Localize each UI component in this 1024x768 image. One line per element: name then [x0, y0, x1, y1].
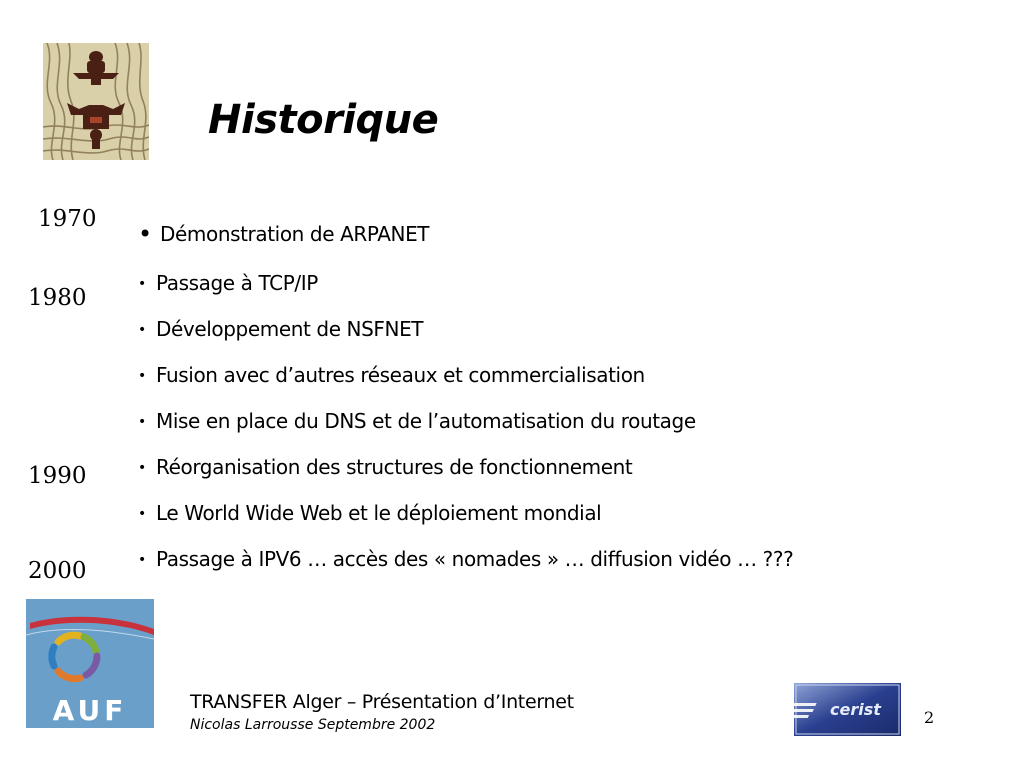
footer-subtitle: Nicolas Larrousse Septembre 2002 [190, 717, 436, 733]
bullet-item [138, 270, 318, 297]
bullet-dot: • [138, 276, 146, 292]
bullet-text: Démonstration de ARPANET [160, 222, 430, 246]
auf-logo-text: AUF [52, 694, 128, 727]
year-label-1980: 1980 [28, 285, 87, 311]
bullet-dot: • [138, 322, 146, 338]
bullet-dot: • [138, 220, 152, 248]
bullet-dot: • [138, 552, 146, 568]
bullet-dot: • [138, 460, 146, 476]
bullet-text: Développement de NSFNET [156, 317, 424, 341]
bullet-text: Fusion avec d’autres réseaux et commercialisation [156, 363, 645, 387]
bullet-item [138, 316, 423, 343]
cerist-logo [794, 683, 901, 736]
bullet-text: Le World Wide Web et le déploiement mondial [156, 501, 602, 525]
slide-title: Historique [208, 97, 439, 143]
year-label-1990: 1990 [28, 463, 87, 489]
bullet-item [138, 500, 601, 527]
bullet-item [138, 362, 645, 389]
bullet-item [138, 221, 429, 247]
bullet-dot: • [138, 506, 146, 522]
bullet-item [138, 454, 632, 481]
bullet-text: Mise en place du DNS et de l’automatisation du routage [156, 409, 696, 433]
year-label-1970: 1970 [38, 206, 97, 232]
page-number: 2 [924, 708, 935, 727]
bullet-item [138, 408, 696, 435]
bullet-dot: • [138, 368, 146, 384]
auf-logo [26, 599, 154, 728]
footer-title: TRANSFER Alger – Présentation d’Internet [190, 691, 574, 713]
bullet-text: Passage à IPV6 … accès des « nomades » … diffusion vidéo … ??? [156, 547, 794, 571]
bullet-text: Passage à TCP/IP [156, 271, 318, 295]
bullet-item [138, 546, 793, 573]
year-label-2000: 2000 [28, 558, 87, 584]
cerist-logo-text: cerist [830, 700, 881, 719]
bullet-text: Réorganisation des structures de fonctionnement [156, 455, 633, 479]
bullet-dot: • [138, 414, 146, 430]
decorative-fabric-image [43, 43, 149, 160]
